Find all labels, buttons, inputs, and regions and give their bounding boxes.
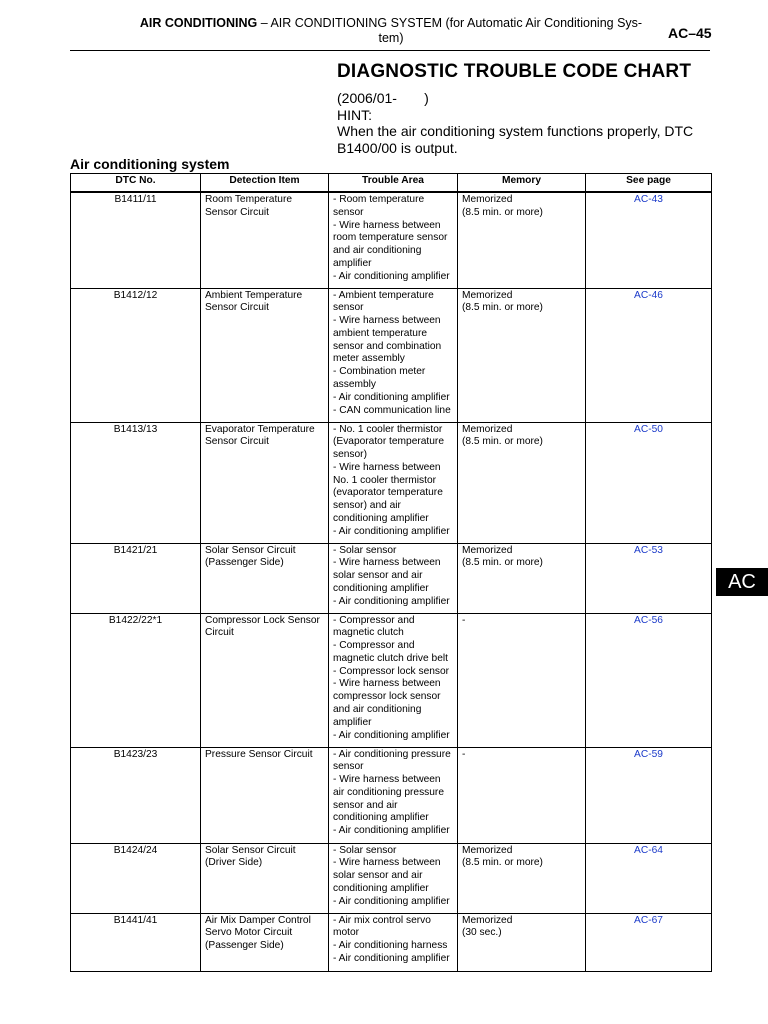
trouble-area-line: - CAN communication line — [333, 404, 451, 416]
table-row — [71, 422, 712, 543]
memory-line: Memorized — [462, 423, 513, 435]
trouble-area-line: - Compressor and — [333, 640, 415, 652]
table-row — [71, 843, 712, 913]
dtc-code-cell: B1412/12 — [71, 288, 201, 422]
hint-text: When the air conditioning system functions properly, DTC B1400/00 is output. — [337, 123, 694, 156]
intro-block — [337, 90, 717, 156]
memory-cell — [458, 288, 586, 422]
trouble-area-line: - Wire harness between — [333, 461, 441, 473]
trouble-area-line: - Wire harness between — [333, 557, 441, 569]
memory-line: (8.5 min. or more) — [462, 436, 543, 448]
trouble-area-line: magnetic clutch drive belt — [333, 652, 448, 664]
page-title: DIAGNOSTIC TROUBLE CODE CHART — [337, 61, 692, 82]
hint-label: HINT: — [337, 106, 372, 123]
see-page-link[interactable]: AC-43 — [634, 194, 663, 205]
see-page-cell — [586, 288, 712, 422]
header-section-line2: tem) — [378, 31, 404, 45]
trouble-area-line: - Air conditioning amplifier — [333, 952, 450, 964]
dtc-code-cell: B1424/24 — [71, 843, 201, 913]
detection-item-cell — [201, 288, 329, 422]
memory-line: Memorized — [462, 289, 513, 301]
dtc-code-cell: B1413/13 — [71, 422, 201, 543]
table-row — [71, 288, 712, 422]
table-row — [71, 613, 712, 747]
detection-item-cell — [201, 843, 329, 913]
trouble-area-line: sensor and combination — [333, 340, 442, 352]
running-header — [136, 16, 646, 46]
see-page-link[interactable]: AC-46 — [634, 289, 663, 301]
see-page-cell — [586, 192, 712, 288]
see-page-cell — [586, 422, 712, 543]
see-page-cell — [586, 913, 712, 971]
see-page-link[interactable]: AC-50 — [634, 423, 663, 435]
trouble-area-line: solar sensor and air — [333, 870, 423, 882]
detection-item-line: Sensor Circuit — [205, 206, 269, 218]
detection-item-cell — [201, 613, 329, 747]
dtc-code-cell: B1422/22*1 — [71, 613, 201, 747]
detection-item-line: Sensor Circuit — [205, 436, 269, 448]
see-page-cell — [586, 543, 712, 613]
dtc-code-cell: B1423/23 — [71, 747, 201, 843]
trouble-area-line: conditioning amplifier — [333, 582, 429, 594]
trouble-area-line: - Ambient temperature — [333, 289, 434, 301]
trouble-area-line: conditioning amplifier — [333, 882, 429, 894]
memory-cell — [458, 543, 586, 613]
trouble-area-line: ambient temperature — [333, 327, 428, 339]
memory-line: - — [462, 748, 466, 760]
detection-item-cell — [201, 913, 329, 971]
trouble-area-line: - Wire harness between — [333, 219, 441, 231]
see-page-link[interactable]: AC-53 — [634, 544, 663, 556]
trouble-area-line: motor — [333, 927, 360, 939]
trouble-area-line: - Air mix control servo — [333, 914, 431, 926]
trouble-area-line: - Wire harness between — [333, 678, 441, 690]
trouble-area-line: sensor and air — [333, 799, 398, 811]
detection-item-line: (Driver Side) — [205, 857, 263, 869]
trouble-area-line: - Wire harness between — [333, 315, 441, 327]
detection-item-line: Solar Sensor Circuit — [205, 544, 296, 556]
trouble-area-line: amplifier — [333, 716, 372, 728]
column-header-see-page: See page — [586, 174, 712, 193]
trouble-area-line: sensor — [333, 206, 364, 218]
trouble-area-line: - Compressor lock sensor — [333, 665, 450, 677]
dtc-code-cell: B1411/11 — [71, 192, 201, 288]
see-page-cell — [586, 843, 712, 913]
memory-line: (8.5 min. or more) — [462, 857, 543, 869]
see-page-link[interactable]: AC-59 — [634, 748, 663, 760]
dtc-code-cell: B1441/41 — [71, 913, 201, 971]
detection-item-line: (Passenger Side) — [205, 557, 284, 569]
trouble-area-line: - Air conditioning amplifier — [333, 825, 450, 837]
trouble-area-line: room temperature sensor — [333, 232, 448, 244]
memory-line: Memorized — [462, 914, 513, 926]
trouble-area-line: meter assembly — [333, 353, 405, 365]
see-page-link[interactable]: AC-64 — [634, 844, 663, 856]
trouble-area-line: - Solar sensor — [333, 544, 397, 556]
memory-line: Memorized — [462, 544, 513, 556]
trouble-area-line: No. 1 cooler thermistor — [333, 474, 437, 486]
detection-item-line: Sensor Circuit — [205, 302, 269, 314]
detection-item-cell — [201, 747, 329, 843]
detection-item-line: Compressor Lock Sensor — [205, 614, 320, 626]
memory-line: Memorized — [462, 194, 513, 205]
memory-line: (8.5 min. or more) — [462, 557, 543, 569]
table-row — [71, 543, 712, 613]
trouble-area-line: solar sensor and air — [333, 570, 423, 582]
trouble-area-line: - Air conditioning pressure — [333, 748, 451, 760]
trouble-area-line: - No. 1 cooler thermistor — [333, 423, 443, 435]
trouble-area-line: and air conditioning — [333, 245, 422, 257]
memory-cell — [458, 913, 586, 971]
column-header-dtc-no: DTC No. — [71, 174, 201, 193]
column-header-trouble-area: Trouble Area — [329, 174, 458, 193]
memory-cell — [458, 422, 586, 543]
revision-date: (2006/01- ) — [337, 90, 429, 106]
trouble-area-line: sensor — [333, 302, 364, 314]
trouble-area-line: - Air conditioning amplifier — [333, 270, 450, 282]
trouble-area-line: magnetic clutch — [333, 627, 404, 639]
detection-item-line: Air Mix Damper Control — [205, 914, 311, 926]
trouble-area-line: - Solar sensor — [333, 844, 397, 856]
memory-line: (8.5 min. or more) — [462, 206, 543, 218]
detection-item-line: Ambient Temperature — [205, 289, 303, 301]
memory-line: - — [462, 614, 466, 626]
trouble-area-line: - Combination meter — [333, 366, 426, 378]
detection-item-cell — [201, 422, 329, 543]
see-page-link[interactable]: AC-56 — [634, 614, 663, 626]
trouble-area-line: - Room temperature — [333, 194, 425, 205]
trouble-area-line: - Air conditioning amplifier — [333, 391, 450, 403]
trouble-area-cell — [329, 843, 458, 913]
memory-line: (30 sec.) — [462, 927, 502, 939]
section-heading: Air conditioning system — [70, 156, 230, 172]
trouble-area-cell — [329, 422, 458, 543]
trouble-area-cell — [329, 747, 458, 843]
trouble-area-line: sensor — [333, 761, 364, 773]
detection-item-line: (Passenger Side) — [205, 940, 284, 952]
table-header-row — [71, 174, 712, 193]
header-section-rest: – AIR CONDITIONING SYSTEM (for Automatic Air Conditioning Sys- — [257, 16, 643, 30]
dtc-chart-table — [70, 173, 712, 972]
trouble-area-cell — [329, 192, 458, 288]
header-section-bold: AIR CONDITIONING — [139, 16, 258, 30]
see-page-link[interactable]: AC-67 — [634, 914, 663, 926]
see-page-cell — [586, 613, 712, 747]
dtc-code-cell: B1421/21 — [71, 543, 201, 613]
trouble-area-line: - Air conditioning amplifier — [333, 595, 450, 607]
trouble-area-line: sensor) — [333, 449, 367, 461]
trouble-area-line: - Air conditioning harness — [333, 940, 448, 952]
trouble-area-line: sensor) and air — [333, 500, 401, 512]
memory-line: Memorized — [462, 844, 513, 856]
detection-item-line: Evaporator Temperature — [205, 423, 315, 435]
memory-cell — [458, 843, 586, 913]
see-page-cell — [586, 747, 712, 843]
memory-cell — [458, 192, 586, 288]
trouble-area-line: - Air conditioning amplifier — [333, 729, 450, 741]
detection-item-line: Pressure Sensor Circuit — [205, 748, 313, 760]
table-row — [71, 747, 712, 843]
detection-item-cell — [201, 543, 329, 613]
page-number: AC–45 — [668, 25, 712, 41]
trouble-area-line: - Air conditioning amplifier — [333, 525, 450, 537]
trouble-area-line: conditioning amplifier — [333, 812, 429, 824]
detection-item-line: Room Temperature — [205, 194, 293, 205]
trouble-area-line: (evaporator temperature — [333, 487, 443, 499]
trouble-area-line: assembly — [333, 379, 377, 391]
trouble-area-line: - Air conditioning amplifier — [333, 895, 450, 907]
detection-item-line: Circuit — [205, 627, 234, 639]
detection-item-cell — [201, 192, 329, 288]
trouble-area-line: - Wire harness between — [333, 774, 441, 786]
memory-cell — [458, 613, 586, 747]
section-tab-ac: AC — [716, 568, 768, 596]
trouble-area-line: - Wire harness between — [333, 857, 441, 869]
column-header-detection-item: Detection Item — [201, 174, 329, 193]
memory-line: (8.5 min. or more) — [462, 302, 543, 314]
detection-item-line: Solar Sensor Circuit — [205, 844, 296, 856]
detection-item-line: Servo Motor Circuit — [205, 927, 293, 939]
trouble-area-line: and air conditioning — [333, 704, 422, 716]
trouble-area-line: amplifier — [333, 257, 372, 269]
trouble-area-line: (Evaporator temperature — [333, 436, 444, 448]
trouble-area-cell — [329, 288, 458, 422]
table-row — [71, 913, 712, 971]
trouble-area-line: compressor lock sensor — [333, 691, 441, 703]
trouble-area-line: - Compressor and — [333, 614, 415, 626]
trouble-area-cell — [329, 543, 458, 613]
memory-cell — [458, 747, 586, 843]
trouble-area-cell — [329, 913, 458, 971]
header-divider — [70, 50, 710, 51]
table-row — [71, 192, 712, 288]
column-header-memory: Memory — [458, 174, 586, 193]
trouble-area-cell — [329, 613, 458, 747]
trouble-area-line: conditioning amplifier — [333, 513, 429, 525]
trouble-area-line: air conditioning pressure — [333, 786, 444, 798]
